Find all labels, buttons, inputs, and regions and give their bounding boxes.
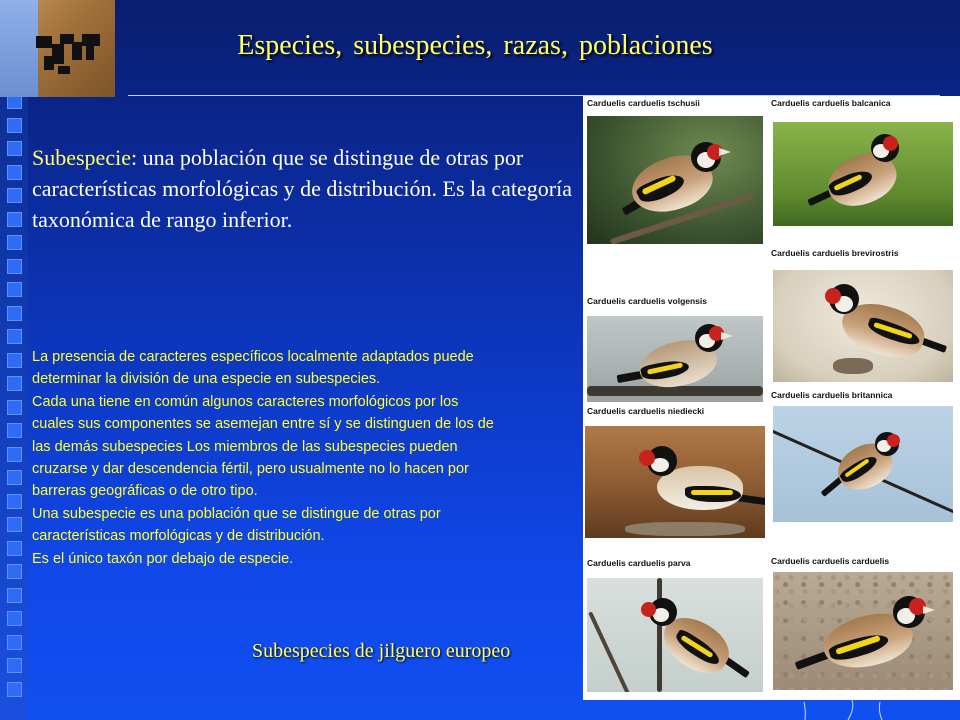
decorative-square bbox=[7, 611, 22, 626]
decorative-square bbox=[7, 564, 22, 579]
photo-panel-britannica bbox=[767, 388, 960, 534]
body-line: características morfológicas y de distribución. bbox=[32, 528, 325, 545]
decorative-lines bbox=[800, 700, 900, 720]
photo-panel-balcanica bbox=[767, 96, 960, 232]
body-line: cuales sus componentes se asemejan entre sí y se distinguen de los de bbox=[32, 416, 494, 433]
body-line: Una subespecie es una población que se distingue de otras por bbox=[32, 505, 441, 522]
left-decorative-strip bbox=[0, 0, 28, 720]
decorative-square bbox=[7, 235, 22, 250]
decorative-square bbox=[7, 212, 22, 227]
photo-label: Carduelis carduelis niediecki bbox=[587, 406, 705, 416]
body-line: cruzarse y dar descendencia fértil, pero usualmente no lo hacen por bbox=[32, 461, 469, 478]
photo-panel-brevirostris bbox=[767, 238, 960, 388]
photo-panel-carduelis bbox=[767, 554, 960, 700]
decorative-square bbox=[7, 188, 22, 203]
decorative-square bbox=[7, 517, 22, 532]
decorative-square bbox=[7, 141, 22, 156]
definition-text: : una población que se distingue de otras por características morfológicas y de distribución. Es la categoría taxonómica de rango inferior. bbox=[32, 145, 573, 232]
photo-label: Carduelis carduelis balcanica bbox=[771, 98, 891, 108]
photo-label: Carduelis carduelis tschusii bbox=[587, 98, 700, 108]
photo-panel-parva bbox=[583, 556, 767, 700]
goldfinch-photo bbox=[587, 116, 763, 244]
photo-panel-tschusii bbox=[583, 96, 767, 264]
definition-paragraph bbox=[32, 142, 572, 235]
slide-title: Especies, subespecies, razas, poblaciones bbox=[237, 30, 713, 61]
body-line: La presencia de caracteres específicos localmente adaptados puede bbox=[32, 349, 474, 365]
decorative-square bbox=[7, 447, 22, 462]
decorative-square bbox=[7, 541, 22, 556]
goldfinch-photo bbox=[587, 316, 763, 402]
goldfinch-photo bbox=[773, 270, 953, 382]
university-logo bbox=[0, 0, 115, 97]
photo-label: Carduelis carduelis carduelis bbox=[771, 556, 890, 566]
decorative-square bbox=[7, 682, 22, 697]
subspecies-photo-grid bbox=[583, 96, 960, 700]
photo-label: Carduelis carduelis volgensis bbox=[587, 296, 707, 306]
decorative-square bbox=[7, 400, 22, 415]
decorative-square bbox=[7, 118, 22, 133]
goldfinch-photo bbox=[585, 426, 765, 538]
photo-label: Carduelis carduelis parva bbox=[587, 558, 691, 568]
decorative-square bbox=[7, 329, 22, 344]
goldfinch-photo bbox=[773, 122, 953, 226]
decorative-square bbox=[7, 306, 22, 321]
decorative-square bbox=[7, 282, 22, 297]
definition-term: Subespecie bbox=[32, 145, 131, 170]
body-line: Es el único taxón por debajo de especie. bbox=[32, 550, 294, 567]
photo-panel-volgensis bbox=[583, 268, 767, 402]
body-line: determinar la división de una especie en subespecies. bbox=[32, 371, 381, 388]
photo-caption: Subespecies de jilguero europeo bbox=[252, 640, 511, 662]
decorative-square bbox=[7, 470, 22, 485]
photo-panel-niediecki bbox=[583, 404, 767, 540]
decorative-square bbox=[7, 494, 22, 509]
photo-label: Carduelis carduelis brevirostris bbox=[771, 248, 899, 258]
body-line: barreras geográficas o de otro tipo. bbox=[32, 483, 258, 500]
decorative-square bbox=[7, 635, 22, 650]
decorative-square bbox=[7, 423, 22, 438]
decorative-square bbox=[7, 658, 22, 673]
decorative-square bbox=[7, 165, 22, 180]
body-text bbox=[32, 346, 572, 570]
decorative-square bbox=[7, 353, 22, 368]
decorative-square bbox=[7, 588, 22, 603]
goldfinch-photo bbox=[587, 578, 763, 692]
body-line: Cada una tiene en común algunos caracteres morfológicos por los bbox=[32, 393, 459, 410]
body-line: las demás subespecies Los miembros de las subespecies pueden bbox=[32, 438, 458, 455]
decorative-square bbox=[7, 376, 22, 391]
decorative-square bbox=[7, 259, 22, 274]
goldfinch-photo bbox=[773, 572, 953, 690]
photo-label: Carduelis carduelis britannica bbox=[771, 390, 893, 400]
goldfinch-photo bbox=[773, 406, 953, 522]
